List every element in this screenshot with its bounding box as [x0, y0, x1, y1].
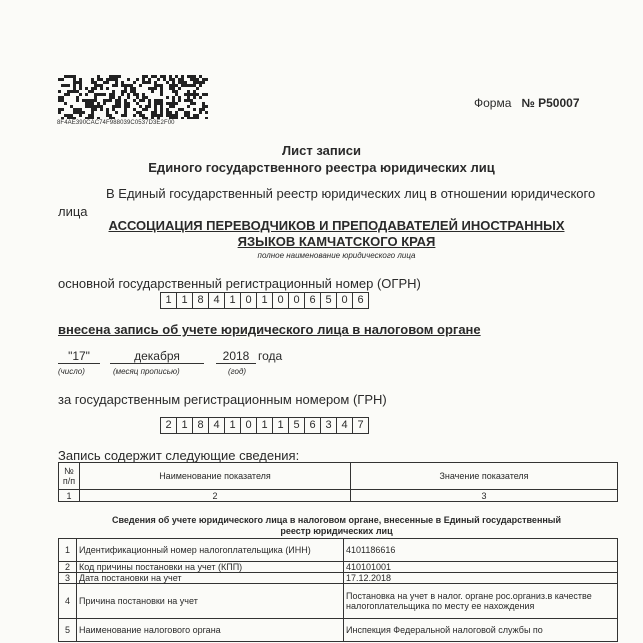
- date-month-caption: (месяц прописью): [113, 367, 180, 376]
- grn-digit: 1: [257, 418, 273, 433]
- document-title: Лист записи: [282, 143, 361, 158]
- section-title-line2: реестр юридических лиц: [280, 526, 393, 536]
- ogrn-digit: 5: [321, 293, 337, 308]
- barcode-image: [58, 75, 208, 119]
- grn-digit-boxes: [160, 417, 369, 434]
- table-row: [59, 573, 618, 584]
- row-number: 4: [59, 584, 77, 619]
- form-number: № Р50007: [521, 96, 580, 110]
- row-indicator-value: Постановка на учет в налог. органе рос.организ.в качестве налогоплательщика по месту ее нахождения: [344, 584, 618, 619]
- col-value-index: 3: [351, 490, 618, 502]
- date-day-caption: (число): [58, 367, 85, 376]
- row-indicator-name: Дата постановки на учет: [77, 573, 344, 584]
- row-indicator-value: 410101001: [344, 562, 618, 573]
- row-number: 1: [59, 539, 77, 562]
- intro-text-line2: лица: [58, 204, 88, 219]
- ogrn-digit: 8: [193, 293, 209, 308]
- form-number-label: [474, 96, 580, 110]
- ogrn-digit-boxes: [160, 292, 369, 309]
- row-indicator-name: Идентификационный номер налогоплательщика (ИНН): [77, 539, 344, 562]
- section-title-line1: Сведения об учете юридического лица в налоговом органе, внесенные в Единый государственный: [111, 515, 562, 525]
- table-row: [59, 584, 618, 619]
- row-number: 5: [59, 619, 77, 642]
- row-number: 2: [59, 562, 77, 573]
- col-name-header: Наименование показателя: [80, 463, 351, 490]
- ogrn-digit: 0: [241, 293, 257, 308]
- ogrn-digit: 0: [337, 293, 353, 308]
- grn-digit: 4: [337, 418, 353, 433]
- ogrn-digit: 4: [209, 293, 225, 308]
- ogrn-digit: 0: [273, 293, 289, 308]
- organization-name-caption: полное наименование юридического лица: [257, 251, 416, 260]
- indicator-header-table: [58, 462, 618, 502]
- grn-digit: 1: [273, 418, 289, 433]
- grn-digit: 6: [305, 418, 321, 433]
- row-number: 3: [59, 573, 77, 584]
- row-indicator-value: 17.12.2018: [344, 573, 618, 584]
- date-year-word: года: [258, 349, 283, 363]
- header-table-number-row: [59, 490, 618, 502]
- col-name-index: 2: [80, 490, 351, 502]
- col-num-index: 1: [59, 490, 80, 502]
- col-value-header: Значение показателя: [351, 463, 618, 490]
- col-num-header: № п/п: [59, 463, 80, 490]
- row-indicator-value: 4101186616: [344, 539, 618, 562]
- table-row: [59, 539, 618, 562]
- record-statement: внесена запись об учете юридического лица в налоговом органе: [58, 322, 481, 337]
- form-prefix: Форма: [474, 96, 512, 110]
- ogrn-digit: 1: [257, 293, 273, 308]
- date-year-caption: (год): [228, 367, 247, 376]
- ogrn-digit: 1: [225, 293, 241, 308]
- organization-name-line2: ЯЗЫКОВ КАМЧАТСКОГО КРАЯ: [237, 234, 436, 249]
- grn-digit: 8: [193, 418, 209, 433]
- row-indicator-name: Наименование налогового органа: [77, 619, 344, 642]
- ogrn-digit: 0: [289, 293, 305, 308]
- intro-text-line1: В Единый государственный реестр юридических лиц в отношении юридического: [106, 186, 596, 201]
- ogrn-digit: 6: [305, 293, 321, 308]
- grn-digit: 4: [209, 418, 225, 433]
- row-indicator-name: Причина постановки на учет: [77, 584, 344, 619]
- tax-registration-table: [58, 538, 618, 642]
- table-row: [59, 562, 618, 573]
- date-year: 2018: [216, 349, 256, 364]
- grn-digit: 3: [321, 418, 337, 433]
- grn-digit: 1: [225, 418, 241, 433]
- date-month: декабря: [110, 349, 204, 364]
- date-day: "17": [58, 349, 100, 364]
- document-subtitle: Единого государственного реестра юридических лиц: [148, 160, 495, 175]
- grn-digit: 7: [357, 419, 364, 431]
- contents-label: Запись содержит следующие сведения:: [58, 448, 300, 463]
- barcode-caption: 8F4AE390CAC74F988039C0537D3E2F00: [57, 120, 175, 126]
- grn-digit: 2: [161, 418, 177, 433]
- table-row: [59, 619, 618, 642]
- grn-digit: 1: [177, 418, 193, 433]
- ogrn-digit: 1: [161, 293, 177, 308]
- ogrn-label: основной государственный регистрационный номер (ОГРН): [58, 276, 421, 291]
- grn-digit: 5: [289, 418, 305, 433]
- ogrn-digit: 1: [177, 293, 193, 308]
- organization-name-line1: АССОЦИАЦИЯ ПЕРЕВОДЧИКОВ И ПРЕПОДАВАТЕЛЕЙ ИНОСТРАННЫХ: [108, 218, 565, 233]
- ogrn-digit: 6: [357, 294, 364, 306]
- row-indicator-name: Код причины постановки на учет (КПП): [77, 562, 344, 573]
- grn-label: за государственным регистрационным номером (ГРН): [58, 392, 387, 407]
- row-indicator-value: Инспекция Федеральной налоговой службы по: [344, 619, 618, 642]
- header-table-head-row: [59, 463, 618, 490]
- grn-digit: 0: [241, 418, 257, 433]
